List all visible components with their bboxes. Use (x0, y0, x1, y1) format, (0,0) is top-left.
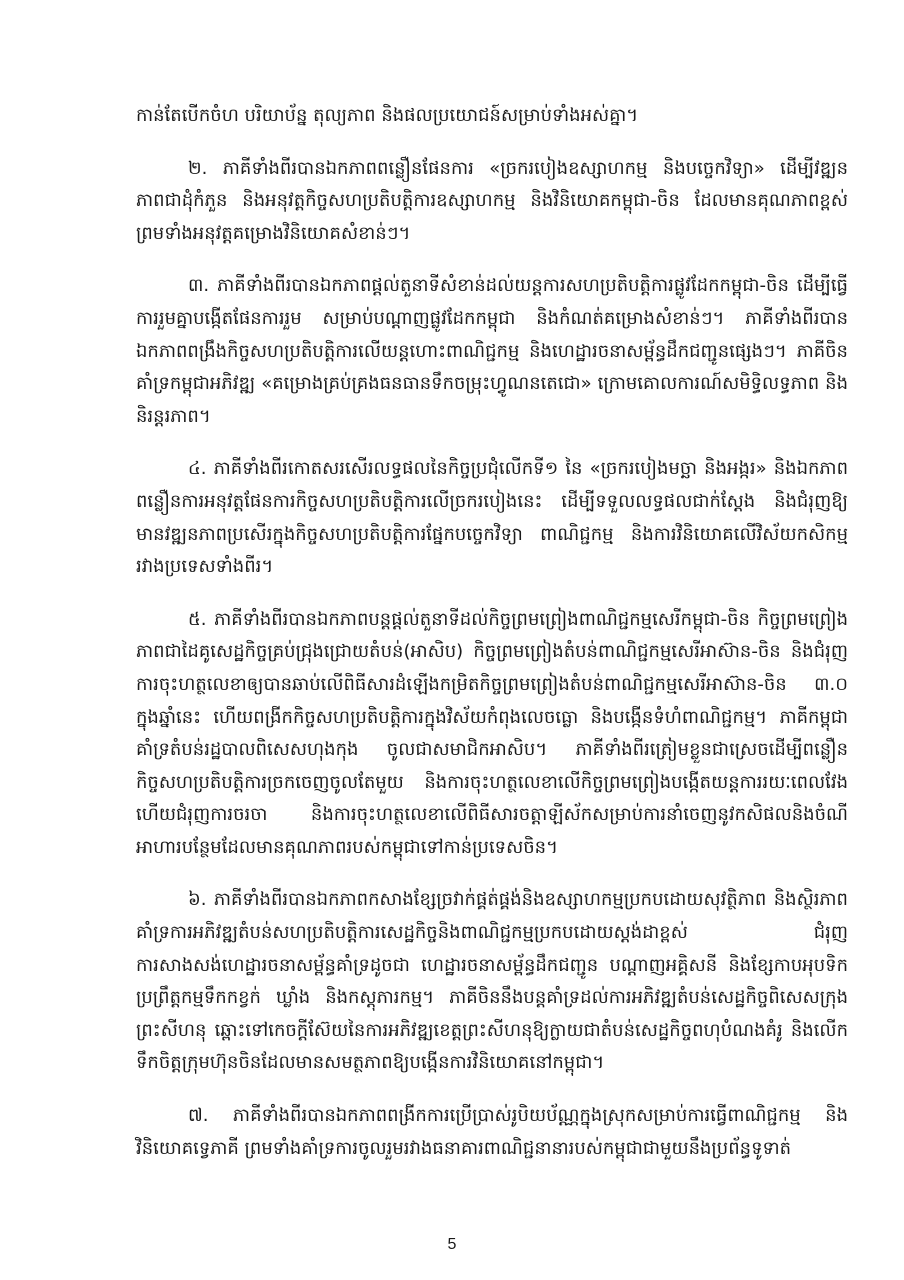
paragraph-item-4: ៤. ភាគីទាំងពីរកោតសរសើរលទ្ធផលនៃកិច្ចប្រជុំលើកទី១ នៃ «ច្រករបៀងមច្ឆា និងអង្ករ» និងឯកភាពពន្លឿនការអនុវត្តផែនការកិច្ចសហប្រតិបត្តិការលើច្រករបៀងនេះ ដើម្បីទទួលលទ្ធផលជាក់ស្តែង និងជំរុញឱ្យមានវឌ្ឍនភាពប្រសើរក្នុងកិច្ចសហប្រតិបត្តិការផ្នែកបច្ចេកវិទ្យា ពាណិជ្ជកម្ម និងការវិនិយោគលើវិស័យកសិកម្មរវាងប្រទេសទាំងពីរ។ (136, 458, 848, 578)
paragraph-item-2: ២. ភាគីទាំងពីរបានឯកភាពពន្លឿនផែនការ «ច្រករបៀងឧស្សាហកម្ម និងបច្ចេកវិទ្យា» ដើម្បីវឌ្ឍនភាពជាដុំកំភួន និងអនុវត្តកិច្ចសហប្រតិបត្តិការឧស្សាហកម្ម និងវិនិយោគកម្ពុជា-ចិន ដែលមានគុណភាពខ្ពស់ ព្រមទាំងអនុវត្តគម្រោងវិនិយោគសំខាន់ៗ។ (136, 157, 848, 244)
page-body (136, 100, 848, 1185)
paragraph-item-5: ៥. ភាគីទាំងពីរបានឯកភាពបន្តផ្តល់តួនាទីដល់កិច្ចព្រមព្រៀងពាណិជ្ជកម្មសេរីកម្ពុជា-ចិន កិច្ចព្រមព្រៀងភាពជាដៃគូសេដ្ឋកិច្ចគ្រប់ជ្រុងជ្រោយតំបន់(អាសិប) កិច្ចព្រមព្រៀងតំបន់ពាណិជ្ជកម្មសេរីអាស៊ាន-ចិន និងជំរុញការចុះហត្ថលេខាឲ្យបានឆាប់លើពិធីសារដំឡើងកម្រិតកិច្ចព្រមព្រៀងតំបន់ពាណិជ្ជកម្មសេរីអាស៊ាន-ចិន ៣.០ ក្នុងឆ្នាំនេះ ហើយពង្រីកកិច្ចសហប្រតិបត្តិការក្នុងវិស័យកំពុងលេចធ្លោ និងបង្កើនទំហំពាណិជ្ជកម្ម។ ភាគីកម្ពុជាគាំទ្រតំបន់រដ្ឋបាលពិសេសហុងកុង ចូលជាសមាជិកអាសិប។ ភាគីទាំងពីរត្រៀមខ្លួនជាស្រេចដើម្បីពន្លឿនកិច្ចសហប្រតិបត្តិការច្រកចេញចូលតែមួយ និងការចុះហត្ថលេខាលើកិច្ចព្រមព្រៀងបង្កើតយន្តការរយៈពេលវែង ហើយជំរុញការចរចា និងការចុះហត្ថលេខាលើពិធីសារចត្តាឡីស័កសម្រាប់ការនាំចេញនូវកសិផលនិងចំណីអាហារបន្ថែមដែលមានគុណភាពរបស់កម្ពុជាទៅកាន់ប្រទេសចិន។ (136, 608, 848, 858)
paragraph-item-6: ៦. ភាគីទាំងពីរបានឯកភាពកសាងខ្សែច្រវាក់ផ្គត់ផ្គង់និងឧស្សាហកម្មប្រកបដោយសុវត្ថិភាព និងស្ថិរភាព គាំទ្រការអភិវឌ្ឍតំបន់សហប្រតិបត្តិការសេដ្ឋកិច្ចនិងពាណិជ្ជកម្មប្រកបដោយស្តង់ដាខ្ពស់ ជំរុញការសាងសង់ហេដ្ឋារចនាសម្ព័ន្ធគាំទ្រដូចជា ហេដ្ឋារចនាសម្ព័ន្ធដឹកជញ្ជូន បណ្តាញអគ្គិសនី និងខ្សែកាបអុបទិក ប្រព្រឹត្តកម្មទឹកកខ្វក់ ឃ្លាំង និងកស្តុភារកម្ម។ ភាគីចិននឹងបន្តគាំទ្រដល់ការអភិវឌ្ឍតំបន់សេដ្ឋកិច្ចពិសេសក្រុងព្រះសីហនុ ឆ្ពោះទៅកេចក្តីស៊ែយនៃការអភិវឌ្ឍខេត្តព្រះសីហនុឱ្យក្លាយជាតំបន់សេដ្ឋកិច្ចពហុបំណងគំរូ និងលើកទឹកចិត្តក្រុមហ៊ុនចិនដែលមានសមត្ថភាពឱ្យបង្កើនការវិនិយោគនៅកម្ពុជា។ (136, 889, 848, 1074)
paragraph-item-7: ៧. ភាគីទាំងពីរបានឯកភាពពង្រីកការប្រើប្រាស់រូបិយប័ណ្ណក្នុងស្រុកសម្រាប់ការធ្វើពាណិជ្ជកម្ម និងវិនិយោគទ្វេភាគី ព្រមទាំងគាំទ្រការចូលរួមរវាងធនាគារពាណិជ្ជនានារបស់កម្ពុជាជាមួយនឹងប្រព័ន្ធទូទាត់ (136, 1105, 848, 1159)
page-number: 5 (447, 1236, 457, 1253)
paragraph-item-3: ៣. ភាគីទាំងពីរបានឯកភាពផ្តល់តួនាទីសំខាន់ដល់យន្តការសហប្រតិបត្តិការផ្លូវដែកកម្ពុជា-ចិន ដើម្បីធ្វើការរួមគ្នាបង្កើតផែនការរួម សម្រាប់បណ្តាញផ្លូវដែកកម្ពុជា និងកំណត់គម្រោងសំខាន់ៗ។ ភាគីទាំងពីរបានឯកភាពពង្រឹងកិច្ចសហប្រតិបត្តិការលើយន្តហោះពាណិជ្ជកម្ម និងហេដ្ឋារចនាសម្ព័ន្ធដឹកជញ្ជូនផ្សេងៗ។ ភាគីចិនគាំទ្រកម្ពុជាអភិវឌ្ឍ «គម្រោងគ្រប់គ្រងធនធានទឹកចម្រុះហ្វូណនតេជោ» ក្រោមគោលការណ៍សមិទ្ធិលទ្ធភាព និងនិរន្តរភាព។ (136, 275, 848, 427)
paragraph-continuation: កាន់តែបើកចំហ បរិយាប័ន្ន តុល្យភាព និងផលប្រយោជន៍សម្រាប់ទាំងអស់គ្នា។ (136, 105, 639, 126)
